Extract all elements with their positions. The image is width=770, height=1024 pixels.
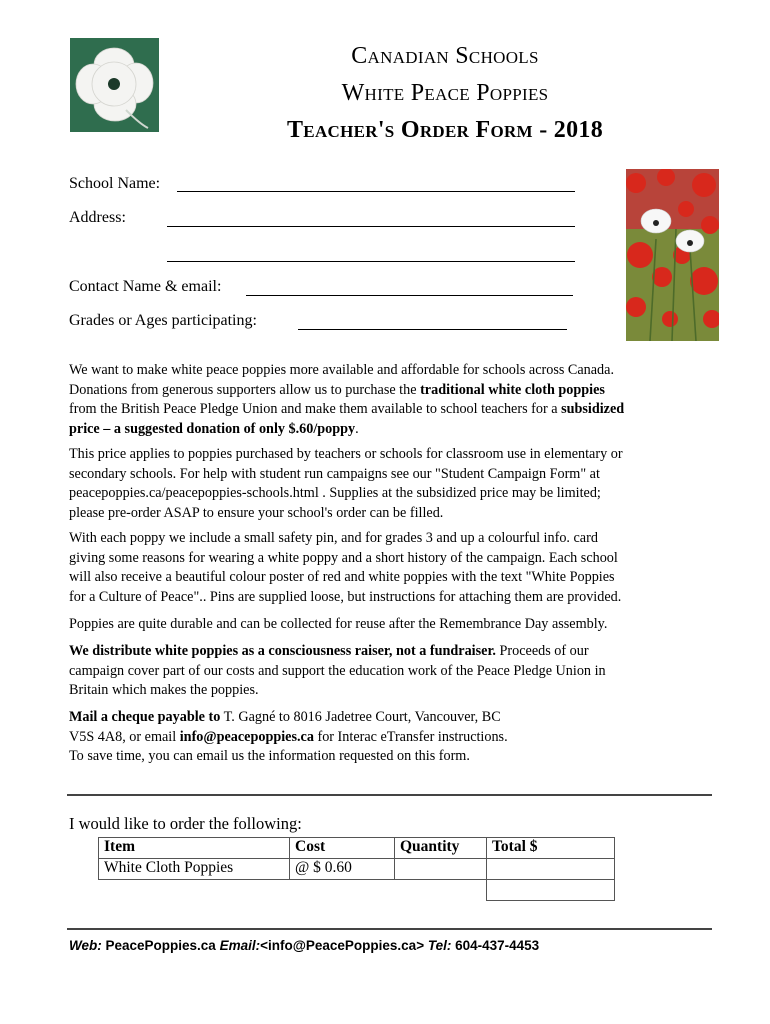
p1-line-3 <box>69 400 719 420</box>
order-table <box>98 837 615 901</box>
p5-line-3: Britain which makes the poppies. <box>69 682 259 699</box>
blank-cell <box>395 880 487 901</box>
paragraph-mail <box>69 708 719 767</box>
header-quantity: Quantity <box>395 838 487 859</box>
grand-total-cell[interactable] <box>487 880 615 901</box>
paragraph-intro <box>69 361 719 439</box>
p1-bold-traditional: traditional white cloth poppies <box>420 381 605 398</box>
grades-label: Grades or Ages participating: <box>69 312 257 329</box>
blank-cell <box>290 880 395 901</box>
title-line-3 <box>190 117 700 144</box>
p6-bold-mail: Mail a cheque payable to <box>69 709 221 725</box>
contact-label: Contact Name & email: <box>69 278 222 295</box>
grades-line[interactable] <box>298 329 567 330</box>
white-poppy-logo <box>70 38 159 132</box>
total-cell[interactable] <box>487 859 615 880</box>
p2-line-4: please pre-order ASAP to ensure your school's order can be filled. <box>69 504 444 521</box>
quantity-cell[interactable] <box>395 859 487 880</box>
email-link[interactable]: info@peacepoppies.ca <box>179 728 314 745</box>
divider-bottom <box>67 928 712 930</box>
p5-line-2: campaign cover part of our costs and support the education work of the Peace Pledge Union in <box>69 662 606 679</box>
paragraph-durable <box>69 615 719 635</box>
item-cell: White Cloth Poppies <box>99 859 290 880</box>
p1-text-2: from the British Peace Pledge Union and make them available to school teachers for a <box>69 401 562 418</box>
p3-line-3: will also receive a beautiful colour poster of red and white poppies with the text "White Poppies <box>69 569 615 586</box>
footer-email-label: Email: <box>219 938 261 953</box>
header-item: Item <box>99 838 290 859</box>
p6-text-2: for Interac eTransfer instructions. <box>313 728 508 745</box>
poppies-photo <box>626 169 719 341</box>
blank-cell <box>99 880 290 901</box>
divider-top <box>67 794 712 796</box>
paragraph-price <box>69 445 719 523</box>
p5-line-1 <box>69 642 719 662</box>
title-line-3-text: Teacher's Order Form - <box>287 117 554 143</box>
address-line-1[interactable] <box>167 226 575 227</box>
paragraph-consciousness <box>69 642 719 701</box>
p6-address: T. Gagné to 8016 Jadetree Court, Vancouver, BC <box>220 709 501 725</box>
footer-web-label: Web: <box>69 938 102 953</box>
footer-tel-label: Tel: <box>427 938 452 953</box>
title-line-1: Canadian Schools <box>351 43 539 69</box>
header-total: Total $ <box>487 838 615 859</box>
footer-tel: 604-437-4453 <box>451 938 540 953</box>
p1-bold-price: price – a suggested donation of only $.60/poppy <box>69 420 356 437</box>
p6-line-1 <box>69 708 719 728</box>
p1-period: . <box>355 420 359 437</box>
footer <box>69 938 539 953</box>
table-header-row <box>99 838 615 859</box>
p6-line-2 <box>69 728 719 748</box>
school-name-line[interactable] <box>177 191 575 192</box>
p3-line-2: giving some reasons for wearing a white poppy and a short history of the campaign. Each school <box>69 549 618 566</box>
title-line-2: White Peace Poppies <box>341 80 549 106</box>
cost-cell: @ $ 0.60 <box>290 859 395 880</box>
p6-line-3: To save time, you can email us the information requested on this form. <box>69 748 470 765</box>
p3-line-1: With each poppy we include a small safety pin, and for grades 3 and up a colourful info. card <box>69 530 598 546</box>
p3-line-4: for a Culture of Peace".. Pins are supplied loose, but instructions for attaching them are provided. <box>69 588 622 605</box>
p1-line-2 <box>69 381 719 401</box>
p2-line-2: secondary schools. For help with student run campaigns see our "Student Campaign Form" at <box>69 465 600 482</box>
order-lead: I would like to order the following: <box>69 814 302 833</box>
footer-web-link[interactable]: PeacePoppies.ca <box>101 938 220 953</box>
p1-line-1: We want to make white peace poppies more available and affordable for schools across Canada. <box>69 362 614 378</box>
footer-email-link[interactable]: <info@PeacePoppies.ca> <box>260 938 428 953</box>
p5-text: Proceeds of our <box>495 643 589 659</box>
paragraph-pins <box>69 529 719 607</box>
school-name-label: School Name: <box>69 175 161 192</box>
p5-bold: We distribute white poppies as a consciousness raiser, not a fundraiser. <box>69 643 496 659</box>
p6-text: V5S 4A8, or email <box>69 728 180 745</box>
contact-line[interactable] <box>246 295 573 296</box>
p4-line-1: Poppies are quite durable and can be collected for reuse after the Remembrance Day assembly. <box>69 616 608 632</box>
p1-text: Donations from generous supporters allow us to purchase the <box>69 381 421 398</box>
address-line-2[interactable] <box>167 261 575 262</box>
title-year: 2018 <box>553 117 603 143</box>
p2-line-3: peacepoppies.ca/peacepoppies-schools.html . Supplies at the subsidized price may be limited; <box>69 485 601 502</box>
table-row <box>99 859 615 880</box>
p2-line-1: This price applies to poppies purchased by teachers or schools for classroom use in elementary or <box>69 446 623 462</box>
p1-line-4 <box>69 420 719 440</box>
p1-bold-subsidized: subsidized <box>561 401 625 418</box>
table-row-total <box>99 880 615 901</box>
header-cost: Cost <box>290 838 395 859</box>
address-label: Address: <box>69 209 126 226</box>
